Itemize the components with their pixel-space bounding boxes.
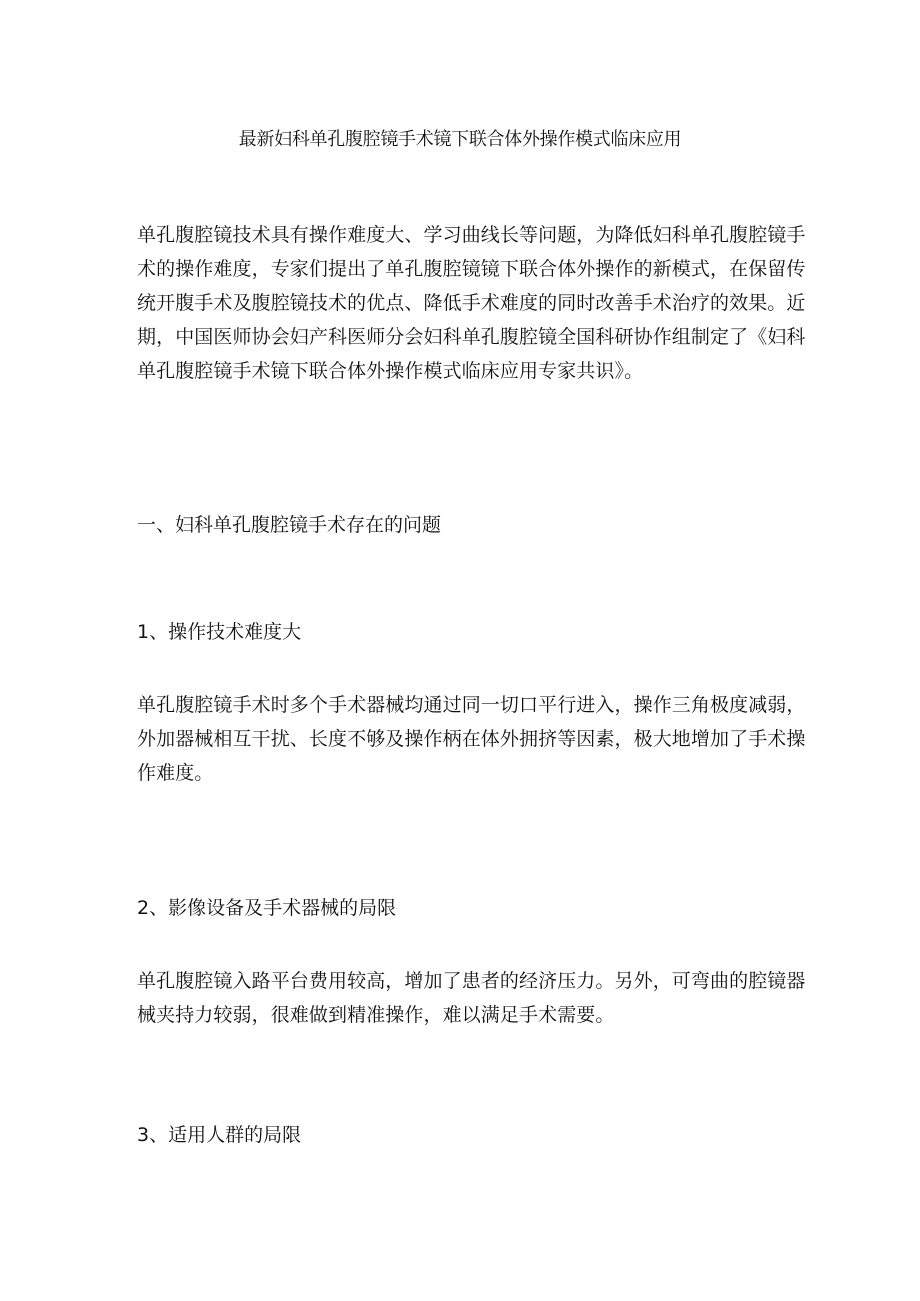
- intro-line: 单孔腹腔镜手术镜下联合体外操作模式临床应用专家共识》。: [137, 360, 644, 382]
- intro-paragraph: [137, 218, 806, 388]
- paragraph-line: 械夹持力较弱，很难做到精准操作，难以满足手术需要。: [137, 1004, 615, 1026]
- subsection-2-paragraph: [137, 964, 806, 1032]
- section-1-heading: 一、妇科单孔腹腔镜手术存在的问题: [137, 514, 442, 536]
- intro-line: 统开腹手术及腹腔镜技术的优点、降低手术难度的同时改善手术治疗的效果。近: [137, 292, 806, 314]
- subsection-3-heading: 3、适用人群的局限: [137, 1124, 302, 1146]
- document-title: 最新妇科单孔腹腔镜手术镜下联合体外操作模式临床应用: [238, 129, 682, 150]
- subsection-2-heading: 2、影像设备及手术器械的局限: [137, 897, 397, 919]
- paragraph-line: 单孔腹腔镜手术时多个手术器械均通过同一切口平行进入，操作三角极度减弱，: [137, 694, 806, 716]
- paragraph-line: 单孔腹腔镜入路平台费用较高，增加了患者的经济压力。另外，可弯曲的腔镜器: [137, 970, 806, 992]
- subsection-1-paragraph: [137, 688, 806, 790]
- intro-line: 期，中国医师协会妇产科医师分会妇科单孔腹腔镜全国科研协作组制定了《妇科: [137, 326, 806, 348]
- subsection-1-heading: 1、操作技术难度大: [137, 621, 302, 643]
- intro-line: 术的操作难度，专家们提出了单孔腹腔镜镜下联合体外操作的新模式，在保留传: [137, 258, 806, 280]
- paragraph-line: 作难度。: [137, 762, 214, 784]
- paragraph-line: 外加器械相互干扰、长度不够及操作柄在体外拥挤等因素，极大地增加了手术操: [137, 728, 806, 750]
- intro-line: 单孔腹腔镜技术具有操作难度大、学习曲线长等问题，为降低妇科单孔腹腔镜手: [137, 224, 806, 246]
